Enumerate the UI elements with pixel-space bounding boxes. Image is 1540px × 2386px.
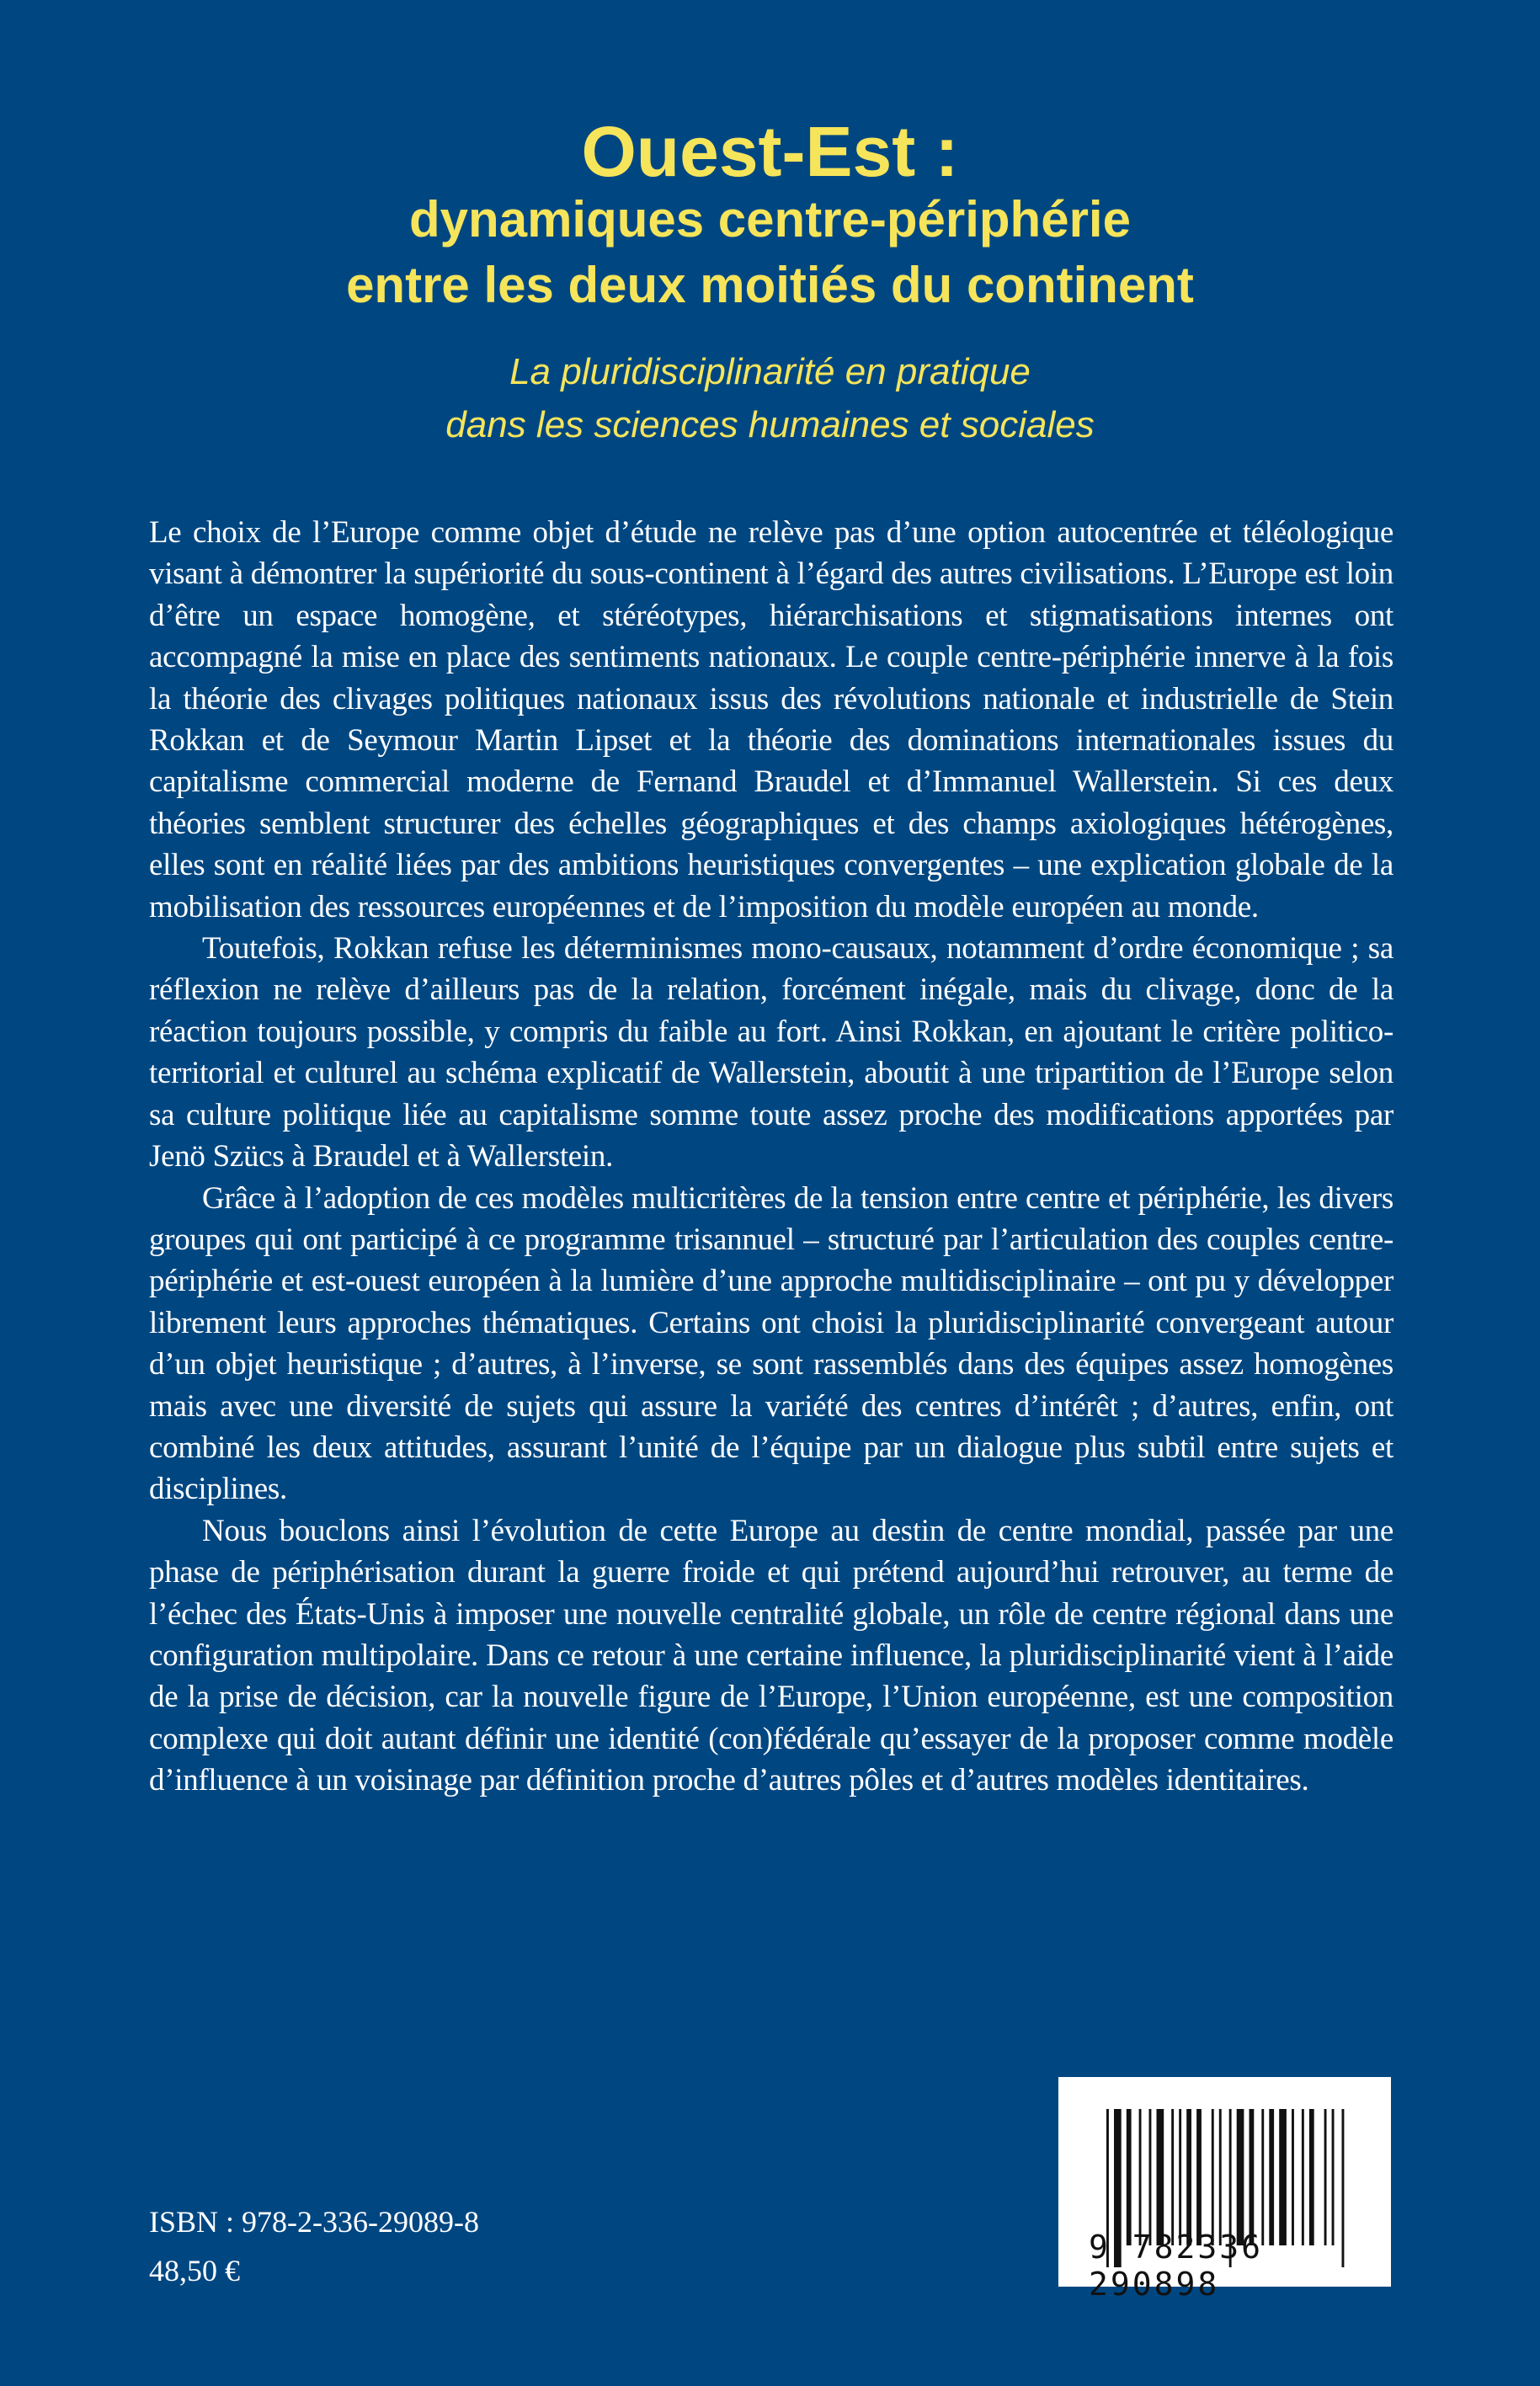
barcode-bar [1324, 2109, 1327, 2245]
book-title: Ouest-Est : [581, 112, 959, 191]
barcode-bar [1219, 2109, 1222, 2245]
barcode-bar [1332, 2109, 1335, 2245]
book-title-line-2: dynamiques centre-périphérie [409, 191, 1131, 248]
book-title-line-3: entre les deux moitiés du continent [346, 257, 1194, 313]
barcode-number: 9 782336 290898 [1089, 2229, 1264, 2303]
barcode-bar [1179, 2109, 1181, 2245]
barcode-bar [1212, 2109, 1214, 2245]
barcode [1058, 2077, 1391, 2303]
barcode-bar [1309, 2109, 1314, 2245]
barcode-bar [1149, 2109, 1152, 2245]
blurb-paragraph: Nous bouclons ainsi l’évolution de cette Europe au destin de centre mondial, passée par une phase de périphérisation durant la guerre froide et qui prétend aujourd’hui retrouver, au terme de l’échec des États-Unis à imposer une nouvelle centralité globale, un rôle de centre régional dans une configuration multipolaire. Dans ce retour à une certaine influence, la pluridisciplinarité vient à l’aide de la prise de décision, car la nouvelle figure de l’Europe, l’Union européenne, est une composition complexe qui doit autant définir une identité (con)fédérale qu’essayer de la proposer comme modèle d’influence à un voisinage par définition proche d’autres pôles et d’autres modèles identitaires. [149, 1513, 1393, 1798]
barcode-bar [1139, 2109, 1142, 2245]
barcode-bar [1171, 2109, 1174, 2245]
blurb-paragraph: Le choix de l’Europe comme objet d’étude ne relève pas d’une option autocentrée et téléologique visant à démontrer la supériorité du sous-continent à l’égard des autres civilisations. L’Europe est loin d’être un espace homogène, et stéréotypes, hiérarchisations et stigmatisations internes ont accompagné la mise en place des sentiments nationaux. Le couple centre-périphérie innerve à la fois la théorie des clivages politiques nationaux issus des révolutions nationale et industrielle de Stein Rokkan et de Seymour Martin Lipset et la théorie des dominations internationales issues du capitalisme commercial moderne de Fernand Braudel et d’Immanuel Wallerstein. Si ces deux théories semblent structurer des échelles géographiques et des champs axiologiques hétérogènes, elles sont en réalité liées par des ambitions heuristiques convergentes – une explication globale de la mobilisation des ressources européennes et de l’imposition du modèle européen au monde. [149, 515, 1393, 924]
barcode-bar [1279, 2109, 1287, 2245]
price: 48,50 € [149, 2254, 240, 2287]
subtitle-line-2: dans les sciences humaines et sociales [445, 404, 1095, 445]
isbn: ISBN : 978-2-336-29089-8 [149, 2205, 479, 2239]
subtitle-line-1: La pluridisciplinarité en pratique [509, 351, 1031, 392]
barcode-bar [1157, 2109, 1164, 2245]
barcode-bar [1261, 2109, 1264, 2245]
barcode-bar [1250, 2109, 1255, 2245]
blurb-paragraph: Grâce à l’adoption de ces modèles multicritères de la tension entre centre et périphérie, les divers groupes qui ont participé à ce programme trisannuel – structuré par l’articulation des couples centre-périphérie et est-ouest européen à la lumière d’une approche multidisciplinaire – ont pu y développer librement leurs approches thématiques. Certains ont choisi la pluridisciplinarité convergeant autour d’un objet heuristique ; d’autres, à l’inverse, se sont rassemblés dans des équipes assez homogènes mais avec une diversité de sujets qui assure la variété des centres d’intérêt ; d’autres, enfin, ont combiné les deux attitudes, assurant l’unité de l’équipe par un dialogue plus subtil entre sujets et disciplines. [149, 1180, 1393, 1507]
barcode-bar [1186, 2109, 1191, 2245]
barcode-bar [1302, 2109, 1304, 2245]
back-cover-blurb [149, 512, 1393, 1802]
barcode-bar [1269, 2109, 1274, 2245]
barcode-bar [1292, 2109, 1294, 2245]
barcode-bar [1196, 2109, 1202, 2245]
barcode-bar [1127, 2109, 1132, 2245]
blurb-paragraph: Toutefois, Rokkan refuse les déterminismes mono-causaux, notamment d’ordre économique ; sa réflexion ne relève d’ailleurs pas de la relation, forcément inégale, mais du clivage, donc de la réaction toujours possible, y compris du faible au fort. Ainsi Rokkan, en ajoutant le critère politico-territorial et culturel au schéma explicatif de Wallerstein, aboutit à une tripartition de l’Europe selon sa culture politique liée au capitalisme somme toute assez proche des modifications apportées par Jenö Szücs à Braudel et à Wallerstein. [149, 931, 1393, 1174]
barcode-bar [1237, 2109, 1244, 2245]
